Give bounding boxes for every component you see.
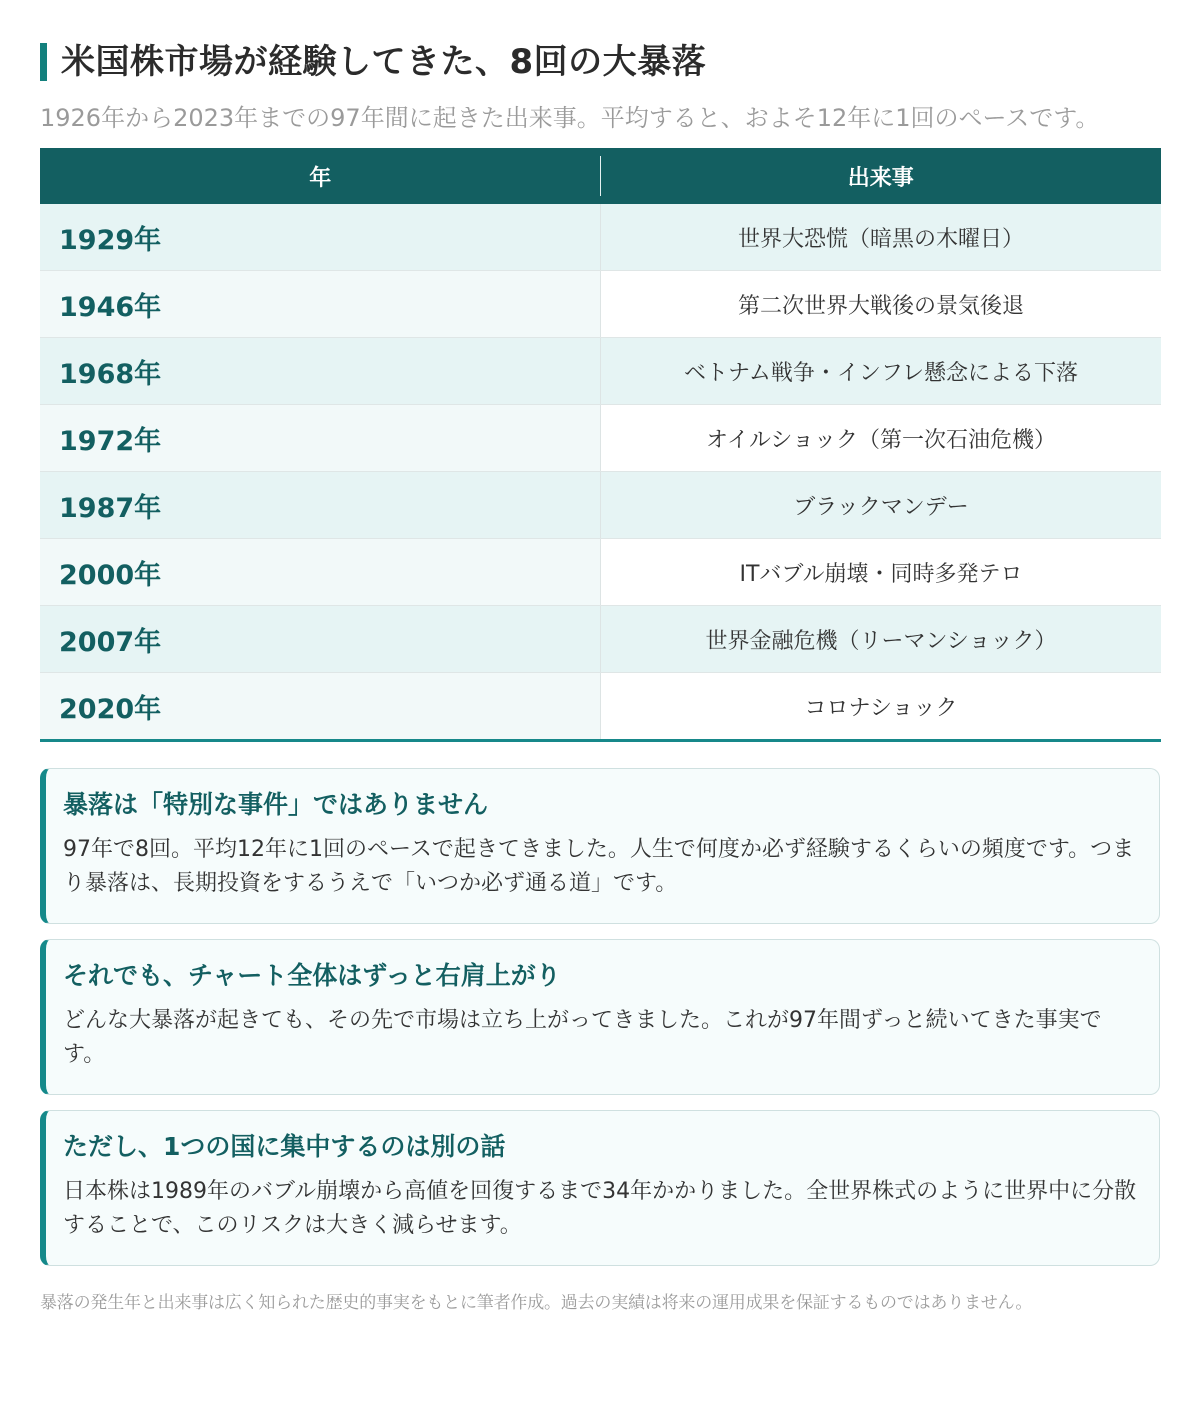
table-row	[40, 405, 1161, 472]
table-row	[40, 271, 1161, 338]
event-cell: 世界大恐慌（暗黒の木曜日）	[601, 204, 1162, 271]
column-header-event: 出来事	[601, 148, 1162, 204]
table-row	[40, 204, 1161, 271]
insight-cards	[40, 768, 1160, 1266]
column-header-year: 年	[40, 148, 601, 204]
year-cell: 1987年	[40, 472, 601, 539]
crash-table-header	[40, 148, 1161, 204]
card-heading: ただし、1つの国に集中するのは別の話	[63, 1132, 506, 1161]
table-row	[40, 472, 1161, 539]
insight-card	[40, 768, 1160, 924]
event-cell: オイルショック（第一次石油危機）	[601, 405, 1162, 472]
title-accent-bar	[40, 43, 47, 81]
crash-table	[40, 148, 1161, 742]
insight-card	[40, 1110, 1160, 1266]
header-row	[40, 148, 1161, 204]
insight-card	[40, 939, 1160, 1095]
event-cell: 世界金融危機（リーマンショック）	[601, 606, 1162, 673]
table-row	[40, 539, 1161, 606]
table-row	[40, 338, 1161, 405]
year-cell: 2000年	[40, 539, 601, 606]
page-title: 米国株市場が経験してきた、8回の大暴落	[61, 42, 707, 82]
year-cell: 2020年	[40, 673, 601, 741]
page	[40, 40, 1160, 1313]
year-cell: 1929年	[40, 204, 601, 271]
footnote: 暴落の発生年と出来事は広く知られた歴史的事実をもとに筆者作成。過去の実績は将来の運用成果を保証するものではありません。	[40, 1293, 1033, 1313]
event-cell: ベトナム戦争・インフレ懸念による下落	[601, 338, 1162, 405]
card-body: 日本株は1989年のバブル崩壊から高値を回復するまで34年かかりました。全世界株式のように世界中に分散することで、このリスクは大きく減らせます。	[63, 1179, 1137, 1238]
table-row	[40, 673, 1161, 741]
card-body: 97年で8回。平均12年に1回のペースで起きてきました。人生で何度か必ず経験するくらいの頻度です。つまり暴落は、長期投資をするうえで「いつか必ず通る道」です。	[63, 837, 1135, 896]
year-cell: 1972年	[40, 405, 601, 472]
year-cell: 1968年	[40, 338, 601, 405]
table-row	[40, 606, 1161, 673]
crash-table-body	[40, 204, 1161, 741]
event-cell: ITバブル崩壊・同時多発テロ	[601, 539, 1162, 606]
year-cell: 1946年	[40, 271, 601, 338]
title-row	[40, 40, 1160, 84]
event-cell: ブラックマンデー	[601, 472, 1162, 539]
card-body: どんな大暴落が起きても、その先で市場は立ち上がってきました。これが97年間ずっと続いてきた事実です。	[63, 1008, 1102, 1067]
event-cell: コロナショック	[601, 673, 1162, 741]
card-heading: 暴落は「特別な事件」ではありません	[63, 790, 489, 819]
event-cell: 第二次世界大戦後の景気後退	[601, 271, 1162, 338]
year-cell: 2007年	[40, 606, 601, 673]
page-subtitle: 1926年から2023年までの97年間に起きた出来事。平均すると、およそ12年に1回のペースです。	[40, 104, 1100, 132]
card-heading: それでも、チャート全体はずっと右肩上がり	[63, 961, 561, 990]
